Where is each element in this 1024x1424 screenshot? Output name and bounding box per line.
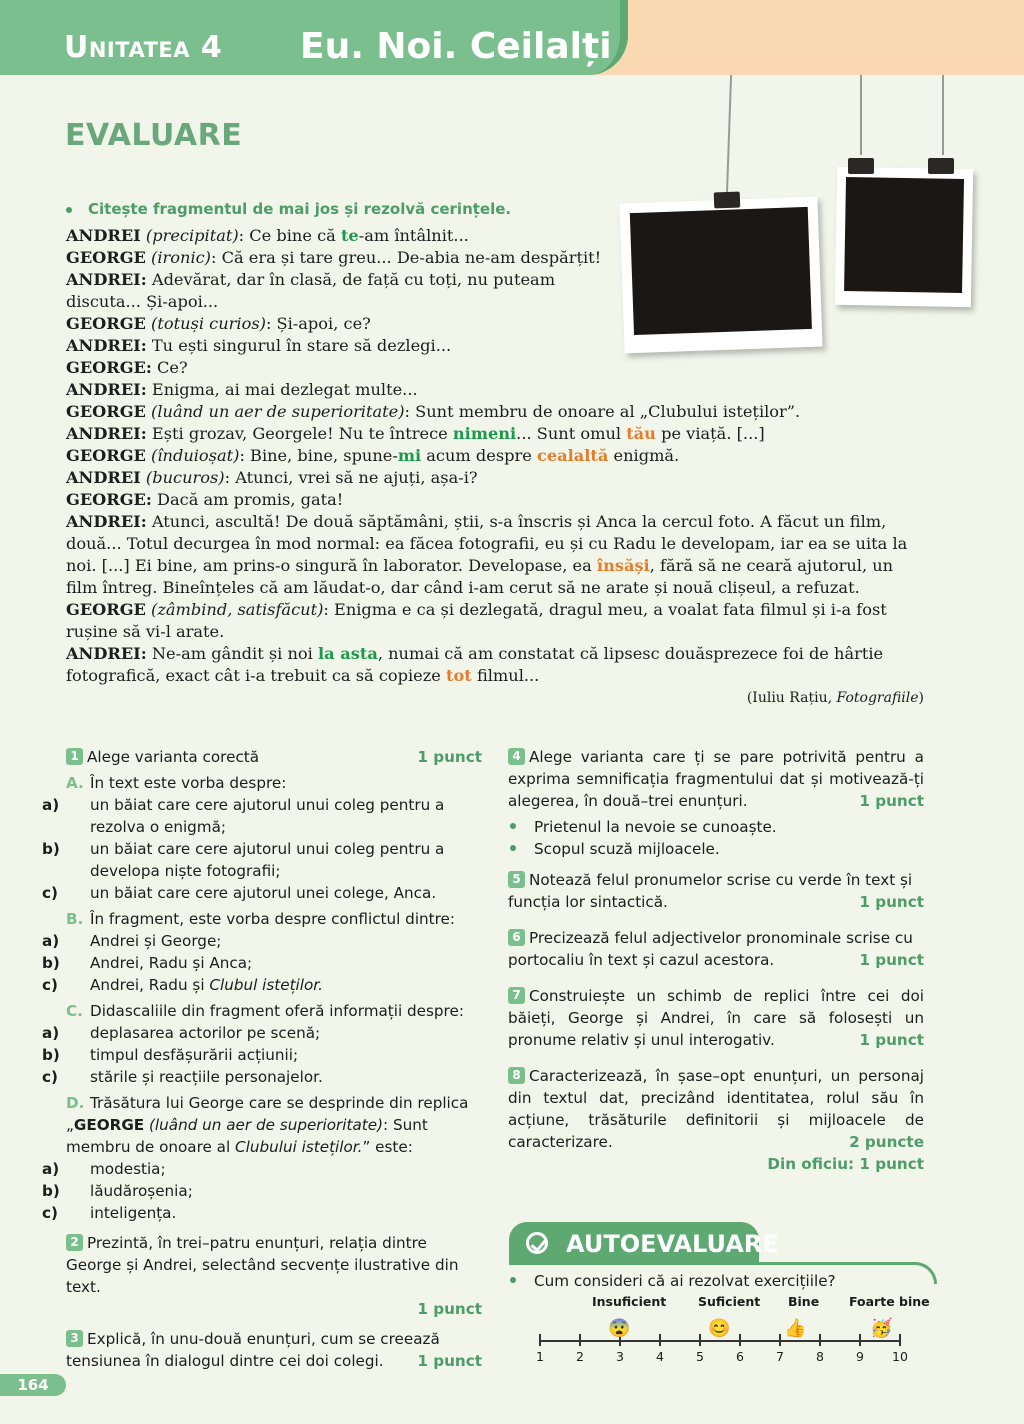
question-number: 3 [66,1330,83,1347]
hanging-string [726,75,732,195]
question-number: 7 [508,987,525,1004]
points: 1 punct [859,1031,924,1049]
scale-number: 6 [736,1349,744,1364]
autoevaluare-title: AUTOEVALUARE [566,1230,779,1258]
rating-scale-axis [539,1340,901,1342]
question-number: 1 [66,748,83,765]
page-number: 164 [0,1374,66,1396]
scale-tick [899,1334,901,1346]
dialogue-line: GEORGE: Dacă am promis, gata! [66,490,344,509]
dialogue-line: GEORGE (ironic): Că era și tare greu... De-abia ne-am despărțit! [66,248,602,267]
question-8: 8 Caracterizează, în șase–opt enunțuri, un personaj din textul dat, precizând identitatea, rolul său în acțiune, trăsăturile definitorii și mijloacele de caracterizare. 2 puncte [508,1067,924,1151]
scale-number: 8 [816,1349,824,1364]
scale-tick [779,1334,781,1346]
scale-tick [859,1334,861,1346]
level-insuficient: Insuficient [592,1294,667,1309]
question-5: 5 Notează felul pronumelor scrise cu verde în text și funcția lor sintactică. 1 punct [508,871,924,911]
scale-number: 7 [776,1349,784,1364]
scale-tick [659,1334,661,1346]
points: 1 punct [417,1300,482,1318]
dialogue-line: GEORGE (zâmbind, satisfăcut): Enigma e ca și dezlegată, dragul meu, a voalat fata filmul și i-a fost rușine să vi-l arate. [66,600,887,641]
dialogue-line: ANDREI: Tu ești singurul în stare să dezlegi... [66,336,452,355]
dialogue-line: ANDREI: Ne-am gândit și noi la asta, numai că am constatat că lipsesc douăsprezece foi de hârtie fotografică, exact cât i-a trebuit ca să copieze tot filmul... [66,644,884,685]
scale-tick [819,1334,821,1346]
dialogue-line: ANDREI: Enigma, ai mai dezlegat multe... [66,380,418,399]
dialogue-line: ANDREI (precipitat): Ce bine că te-am întâlnit... [66,226,469,245]
binder-clip [714,192,741,209]
question-number: 8 [508,1067,525,1084]
dialogue-text [66,225,926,687]
left-column [42,746,482,1372]
thumbs-up-icon: 👍 [784,1318,807,1339]
smiling-face-icon: 😊 [708,1318,731,1339]
scale-tick [579,1334,581,1346]
bullet-icon [66,207,72,213]
dialogue-line: GEORGE (înduioșat): Bine, bine, spune-mi acum despre cealaltă enigmă. [66,446,680,465]
question-number: 5 [508,871,525,888]
scale-number: 1 [536,1349,544,1364]
question-number: 4 [508,748,525,765]
binder-clip [928,158,954,174]
level-suficient: Suficient [698,1294,761,1309]
scale-number: 10 [892,1349,908,1364]
scale-tick [739,1334,741,1346]
party-face-icon: 🥳 [870,1318,893,1339]
dialogue-line: GEORGE: Ce? [66,358,188,377]
dialogue-line: ANDREI (bucuros): Atunci, vrei să ne ajuți, așa-i? [66,468,478,487]
unit-label: Unitatea 4 [64,30,223,65]
right-column [508,746,924,1175]
scale-number: 9 [856,1349,864,1364]
question-1: 1 Alege varianta corectă 1 punct [66,746,482,768]
question-4: 4 Alege varianta care ți se pare potrivită pentru a exprima semnificația fragmentului dat și motivează-ți alegerea, în două–trei enunțuri. 1 punct [508,748,924,810]
bullet-icon [510,845,516,851]
source-citation: (Iuliu Rațiu, Fotografiile) [746,690,924,706]
binder-clip [848,158,874,174]
level-foarte-bine: Foarte bine [849,1294,930,1309]
oficiu-points: Din oficiu: 1 punct [767,1155,924,1173]
points: 1 punct [859,792,924,810]
question-7: 7 Construiește un schimb de replici între cei doi băieți, George și Andrei, în care să folosești un pronume relativ și unul interogativ. 1 punct [508,987,924,1049]
scale-number: 4 [656,1349,664,1364]
question-3: 3 Explică, în unu-două enunțuri, cum se creează tensiunea în dialogul dintre cei doi colegi. 1 punct [66,1330,482,1370]
q1-part-a: A. În text este vorba despre: a) un băiat care cere ajutorul unui coleg pentru a rezolva o enigmă; b) un băiat care cere ajutorul unui coleg pentru a developa niște fotografii; c) un băiat care cere ajutorul unei colege, Anca. [42,774,445,902]
autoevaluare-question: Cum consideri că ai rezolvat exercițiile? [508,1270,924,1292]
scared-face-icon: 😨 [608,1318,631,1339]
check-circle-icon [526,1232,548,1254]
scale-tick [699,1334,701,1346]
bullet-icon [510,1277,516,1283]
q1-part-c: C. Didascaliile din fragment oferă informații despre: a) deplasarea actorilor pe scenă; b) timpul desfășurării acțiunii; c) stările și reacțiile personajelor. [42,1002,464,1086]
question-2: 2 Prezintă, în trei–patru enunțuri, relația dintre George și Andrei, selectând secvențe ilustrative din text. 1 punct [66,1234,482,1318]
points: 2 puncte [849,1133,924,1151]
unit-title: Eu. Noi. Ceilalți [300,26,612,67]
dialogue-line: GEORGE (luând un aer de superioritate): Sunt membru de onoare al „Clubului isteților”. [66,402,801,421]
dialogue-line: GEORGE (totuși curios): Și-apoi, ce? [66,314,371,333]
points: 1 punct [417,748,482,766]
scale-number: 3 [616,1349,624,1364]
scale-tick [539,1334,541,1346]
scale-number: 2 [576,1349,584,1364]
points: 1 punct [859,951,924,969]
hanging-string [860,75,862,155]
question-6: 6 Precizează felul adjectivelor pronominale scrise cu portocaliu în text și cazul acestora. 1 punct [508,929,924,969]
question-number: 2 [66,1234,83,1251]
q4-options: Prietenul la nevoie se cunoaște. Scopul scuză mijloacele. [508,816,924,860]
points: 1 punct [417,1352,482,1370]
section-title: EVALUARE [65,118,243,153]
q1-part-b: B. În fragment, este vorba despre conflictul dintre: a) Andrei și George; b) Andrei, Radu și Anca; c) Andrei, Radu și Clubul isteților. [42,910,455,994]
q1-part-d: D. Trăsătura lui George care se desprinde din replica „GEORGE (luând un aer de superioritate): Sunt membru de onoare al Clubului isteților.” este: a) modestia; b) lăudăroșenia; c) inteligența. [42,1094,469,1222]
dialogue-line: ANDREI: Atunci, ascultă! De două săptămâni, știi, s-a înscris și Anca la cercul foto. A făcut un film, două... Totul decurgea în mod normal: ea făcea fotografii, eu și cu Radu le developam, iar ea se uita la noi. [...] Ei bine, am prins-o singură în laborator. Developase, ea însăși, fără să ne ceară ajutorul, un film întreg. Bineînțeles că am lăudat-o, dar când i-am cerut să ne arate și nouă clișeul, a refuzat. [66,512,908,597]
level-bine: Bine [788,1294,820,1309]
dialogue-line: ANDREI: Ești grozav, Georgele! Nu te întrece nimeni... Sunt omul tău pe viață. [...] [66,424,765,443]
points: 1 punct [859,893,924,911]
instruction: Citește fragmentul de mai jos și rezolvă cerințele. [66,200,511,218]
question-number: 6 [508,929,525,946]
hanging-string [942,75,944,155]
dialogue-line: ANDREI: Adevărat, dar în clasă, de față cu toți, nu puteam discuta... Și-apoi... [66,270,556,311]
bullet-icon [510,823,516,829]
scale-number: 5 [696,1349,704,1364]
